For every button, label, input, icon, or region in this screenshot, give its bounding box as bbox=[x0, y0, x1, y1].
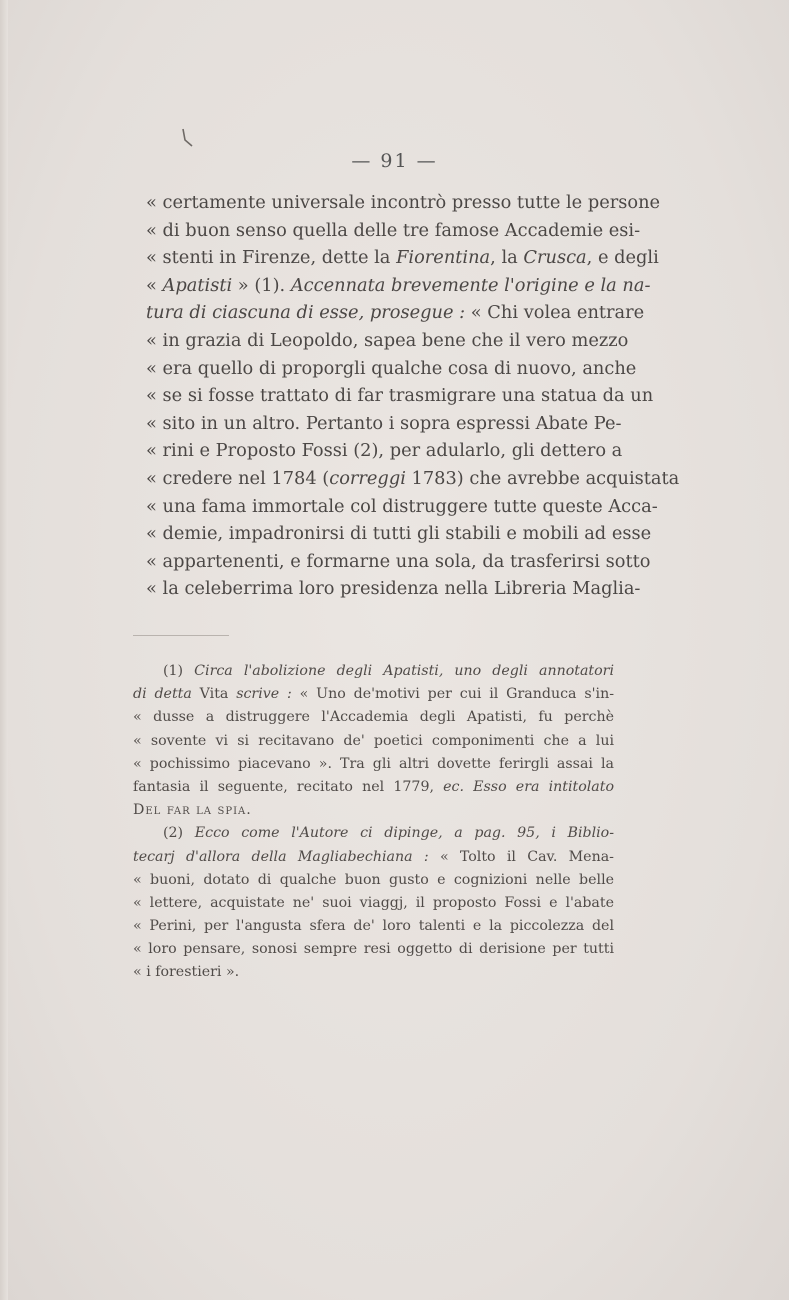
text-run: « sovente vi si recitavano de' poetici componimenti che a lui bbox=[133, 732, 614, 749]
text-run: scrive : bbox=[236, 686, 292, 703]
footnotes bbox=[133, 660, 614, 985]
text-run: Ecco come l'Autore ci dipinge, a pag. 95, i Biblio- bbox=[194, 825, 615, 842]
text-run: Del far la spia. bbox=[133, 802, 252, 819]
main-text bbox=[146, 189, 680, 603]
text-run: « bbox=[146, 274, 163, 296]
footnote-line bbox=[133, 846, 614, 869]
text-run: « rini e Proposto Fossi (2), per adularlo, gli dettero a bbox=[146, 440, 623, 462]
text-run: Accennata brevemente l'origine e la na- bbox=[290, 274, 651, 296]
text-line bbox=[146, 244, 659, 272]
text-run: « credere nel 1784 ( bbox=[146, 467, 330, 489]
text-run: « Perini, per l'angusta sfera de' loro talenti e la piccolezza del bbox=[133, 918, 614, 935]
footnote-line bbox=[133, 776, 614, 799]
text-run: ec. Esso era intitolato bbox=[443, 778, 614, 795]
text-run: , la bbox=[490, 247, 524, 269]
text-run: « Tolto il Cav. Mena- bbox=[428, 848, 614, 865]
text-run: « pochissimo piacevano ». Tra gli altri dovette ferirgli assai la bbox=[133, 755, 614, 772]
text-line bbox=[146, 410, 622, 438]
footnote-line bbox=[133, 753, 614, 776]
text-run: « i forestieri ». bbox=[133, 964, 240, 981]
text-run: tecarj d'allora della Magliabechiana : bbox=[133, 848, 429, 865]
text-line bbox=[146, 520, 652, 548]
text-line bbox=[146, 382, 654, 410]
text-run: di detta bbox=[133, 686, 192, 703]
text-run: « la celeberrima loro presidenza nella Libreria Maglia- bbox=[146, 578, 641, 600]
text-run: « buoni, dotato di qualche buon gusto e cognizioni nelle belle bbox=[133, 871, 614, 888]
footnote-line bbox=[133, 822, 614, 845]
footnote-line bbox=[133, 869, 614, 892]
text-line bbox=[146, 217, 641, 245]
text-run: fantasia il seguente, recitato nel 1779, bbox=[133, 778, 444, 795]
text-run: « una fama immortale col distruggere tutte queste Acca- bbox=[146, 495, 658, 517]
text-run: « certamente universale incontrò presso tutte le persone bbox=[146, 192, 661, 213]
footnote-line bbox=[133, 660, 614, 683]
text-run: « Uno de'motivi per cui il Granduca s'in- bbox=[291, 686, 615, 703]
text-run: 1783) che avrebbe acquistata bbox=[405, 467, 680, 489]
text-line bbox=[146, 327, 629, 355]
text-run: « Chi volea entrare bbox=[465, 302, 645, 324]
text-line bbox=[146, 437, 623, 465]
text-line bbox=[146, 299, 645, 327]
text-line bbox=[146, 355, 637, 383]
text-run: « sito in un altro. Pertanto i sopra espressi Abate Pe- bbox=[146, 412, 622, 434]
footnote-line bbox=[133, 730, 614, 753]
text-line bbox=[146, 272, 651, 300]
text-run: « di buon senso quella delle tre famose Accademie esi- bbox=[146, 219, 641, 241]
text-run: » (1). bbox=[232, 274, 291, 296]
footnote-line bbox=[133, 892, 614, 915]
pencil-mark bbox=[180, 128, 194, 150]
text-run: (1) bbox=[163, 663, 195, 679]
text-run: Fiorentina bbox=[396, 247, 491, 269]
text-line bbox=[146, 189, 661, 217]
text-run: « dusse a distruggere l'Accademia degli Apatisti, fu perchè bbox=[133, 709, 614, 726]
footnote-line bbox=[133, 938, 614, 961]
text-run: Vita bbox=[191, 686, 237, 703]
footnote-rule bbox=[133, 635, 229, 636]
text-run: , e degli bbox=[586, 247, 659, 269]
text-run: (2) bbox=[163, 825, 195, 842]
text-run: « lettere, acquistate ne' suoi viaggj, il proposto Fossi e l'abate bbox=[133, 894, 614, 911]
text-run: tura di ciascuna di esse, prosegue : bbox=[146, 302, 466, 324]
text-run: « in grazia di Leopoldo, sapea bene che il vero mezzo bbox=[146, 329, 629, 351]
text-line bbox=[146, 575, 641, 603]
text-run: « stenti in Firenze, dette la bbox=[146, 247, 397, 269]
page-fold-shadow bbox=[0, 0, 8, 1300]
text-run: Apatisti bbox=[162, 274, 233, 296]
text-run: Circa l'abolizione degli Apatisti, uno degli annotatori bbox=[194, 663, 614, 679]
text-run: « appartenenti, e formarne una sola, da trasferirsi sotto bbox=[146, 550, 651, 572]
footnote-line bbox=[133, 961, 614, 984]
text-run: « era quello di proporgli qualche cosa di nuovo, anche bbox=[146, 357, 637, 379]
text-line bbox=[146, 493, 658, 521]
text-line bbox=[146, 548, 651, 576]
footnote-line bbox=[133, 706, 614, 729]
text-run: « se si fosse trattato di far trasmigrare una statua da un bbox=[146, 385, 654, 407]
text-run: « demie, impadronirsi di tutti gli stabili e mobili ad esse bbox=[146, 523, 652, 545]
footnote-line bbox=[133, 683, 614, 706]
text-line bbox=[146, 465, 680, 493]
footnote-line bbox=[133, 799, 614, 822]
text-run: « loro pensare, sonosi sempre resi oggetto di derisione per tutti bbox=[133, 941, 614, 958]
text-run: correggi bbox=[329, 467, 406, 489]
text-run: Crusca bbox=[523, 247, 587, 269]
footnote-line bbox=[133, 915, 614, 938]
page-number: — 91 — bbox=[351, 150, 438, 172]
